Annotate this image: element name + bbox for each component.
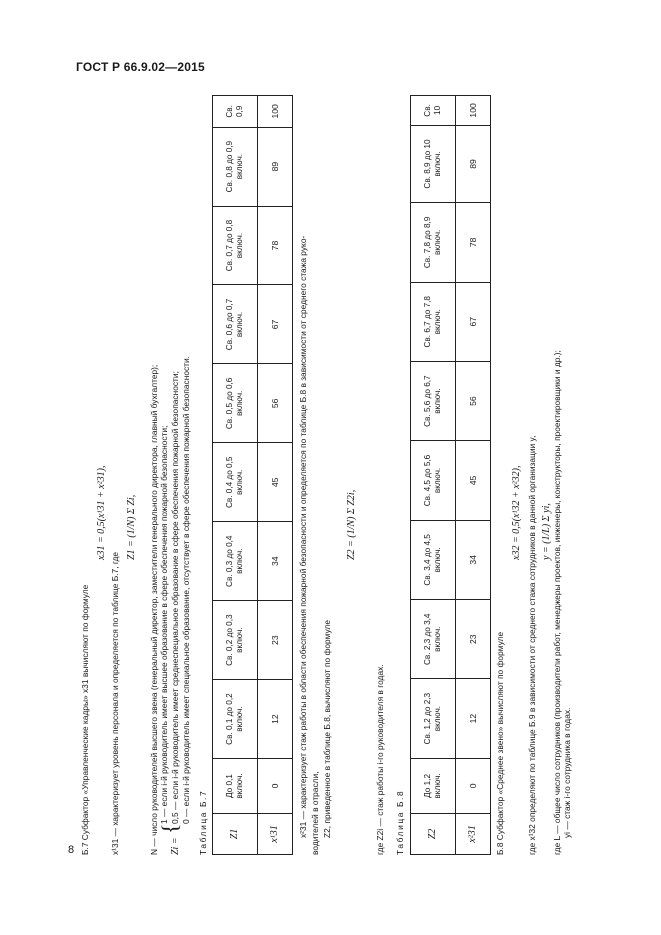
x31-1-definition: x¹31 — характеризует уровень персонала и определяется по таблице Б.7, где xyxy=(110,551,120,855)
table-cell: Z2 xyxy=(411,814,456,855)
table-cell: 12 xyxy=(258,680,293,759)
table-cell: 89 xyxy=(456,125,491,202)
table-cell: До 0,1 включ. xyxy=(213,759,258,814)
table-cell: Св. 10 xyxy=(411,96,456,126)
table-cell: Z1 xyxy=(213,814,258,855)
table-cell: 12 xyxy=(456,679,491,758)
x31-2-definition-line2: водителей в отрасли, xyxy=(310,771,320,855)
b8-formula-2: y = (1/L) Σ yi, xyxy=(541,503,552,560)
table-cell: Св. 1,2 до 2,3 включ. xyxy=(411,679,456,758)
table-cell: 78 xyxy=(258,206,293,285)
table-cell: Св. 7,8 до 8,9 включ. xyxy=(411,203,456,282)
table-b7-caption: Таблица Б.7 xyxy=(198,789,208,855)
z2-definition: Z2, приведенное в таблице Б.8, вычисляют по формуле xyxy=(322,619,332,838)
table-cell: Св. 2,3 до 3,4 включ. xyxy=(411,600,456,679)
table-b8 xyxy=(410,95,491,855)
table-cell: x¹31 xyxy=(258,814,293,855)
zi-case-05: 0,5 — если i-й руководитель имеет среднеспециальное образование в сфере обеспечения пожарной безопасности; xyxy=(170,371,180,824)
table-cell: x²31 xyxy=(456,814,491,855)
b7-intro: Б.7 Субфактор «Управленческие кадры» x31 вычисляют по формуле xyxy=(80,584,90,855)
table-cell: Св. 0,8 до 0,9 включ. xyxy=(213,127,258,206)
table-cell: 78 xyxy=(456,203,491,282)
table-row xyxy=(213,96,258,855)
zi-case-0: 0 — если i-й руководитель имеет специальное образование, отсутствует в сфере обеспечения пожарной безопасности. xyxy=(181,355,191,824)
table-cell: Св. 6,7 до 7,8 включ. xyxy=(411,282,456,361)
table-cell: Св. 0,2 до 0,3 включ. xyxy=(213,601,258,680)
table-cell: 23 xyxy=(456,600,491,679)
table-cell: Св. 0,9 xyxy=(213,96,258,128)
x32-definition: где x¹32 определяют по таблице Б.9 в зависимости от среднего стажа сотрудников в данной организации y, xyxy=(527,435,537,855)
b7-formula-3: Z2 = (1/N) Σ Z2i, xyxy=(346,489,357,560)
table-cell: 0 xyxy=(456,758,491,813)
table-b7 xyxy=(212,95,293,855)
table-cell: 67 xyxy=(456,282,491,361)
table-row xyxy=(258,96,293,855)
table-cell: 45 xyxy=(258,443,293,522)
table-cell: Св. 0,7 до 0,8 включ. xyxy=(213,206,258,285)
brace-mark: { xyxy=(157,823,182,834)
table-cell: 100 xyxy=(258,96,293,128)
table-cell: Св. 0,6 до 0,7 включ. xyxy=(213,285,258,364)
rotated-page-content xyxy=(70,90,570,860)
table-cell: Св. 0,4 до 0,5 включ. xyxy=(213,443,258,522)
table-cell: Св. 3,4 до 4,5 включ. xyxy=(411,520,456,599)
table-cell: Св. 4,5 до 5,6 включ. xyxy=(411,441,456,520)
table-row xyxy=(456,96,491,855)
table-cell: 100 xyxy=(456,96,491,126)
table-cell: Св. 0,3 до 0,4 включ. xyxy=(213,522,258,601)
table-cell: Св. 5,6 до 6,7 включ. xyxy=(411,361,456,440)
b7-formula-2: Z1 = (1/N) Σ Zi, xyxy=(126,494,137,560)
table-cell: 67 xyxy=(258,285,293,364)
zi-label: Zi = xyxy=(170,837,181,855)
yi-definition: yi — стаж i-го сотрудника в годах. xyxy=(562,707,572,838)
table-cell: 56 xyxy=(456,361,491,440)
z2i-definition: где Z2i — стаж работы i-го руководителя в годах. xyxy=(375,664,385,855)
table-cell: До 1,2 включ. xyxy=(411,758,456,813)
table-cell: Св. 0,5 до 0,6 включ. xyxy=(213,364,258,443)
table-cell: Св. 8,9 до 10 включ. xyxy=(411,125,456,202)
table-cell: 45 xyxy=(456,441,491,520)
x31-2-definition-line1: x²31 — характеризует стаж работы в области обеспечения пожарной безопасности и определяется по таблице Б.8 в зависимости от среднего стажа руко- xyxy=(298,235,308,838)
document-header: ГОСТ Р 66.9.02—2015 xyxy=(76,60,205,74)
table-b8-caption: Таблица Б.8 xyxy=(395,789,405,855)
b8-formula-1: x32 = 0,5(x¹32 + x²32), xyxy=(511,465,522,560)
table-cell: Св. 0,1 до 0,2 включ. xyxy=(213,680,258,759)
table-cell: 34 xyxy=(258,522,293,601)
b7-formula-1: x31 = 0,5(x¹31 + x²31), xyxy=(96,465,107,560)
zi-case-1: 1 — если i-й руководитель имеет высшее образование в сфере обеспечения пожарной безопасности; xyxy=(159,425,169,824)
table-cell: 89 xyxy=(258,127,293,206)
l-definition: где L — общее число сотрудников (производители работ, менеджеры проектов, инженеры, конструкторы, проектировщики и др.); xyxy=(552,350,562,855)
table-cell: 56 xyxy=(258,364,293,443)
table-cell: 0 xyxy=(258,759,293,814)
table-row xyxy=(411,96,456,855)
table-cell: 34 xyxy=(456,520,491,599)
n-definition: N — число руководителей высшего звена (генеральный директор, заместители генерального директора, главный бухгалтер); xyxy=(149,364,159,855)
b8-intro: Б.8 Субфактор «Среднее звено» вычисляют по формуле xyxy=(495,631,505,855)
table-cell: 23 xyxy=(258,601,293,680)
page-number: 8 xyxy=(68,844,75,856)
